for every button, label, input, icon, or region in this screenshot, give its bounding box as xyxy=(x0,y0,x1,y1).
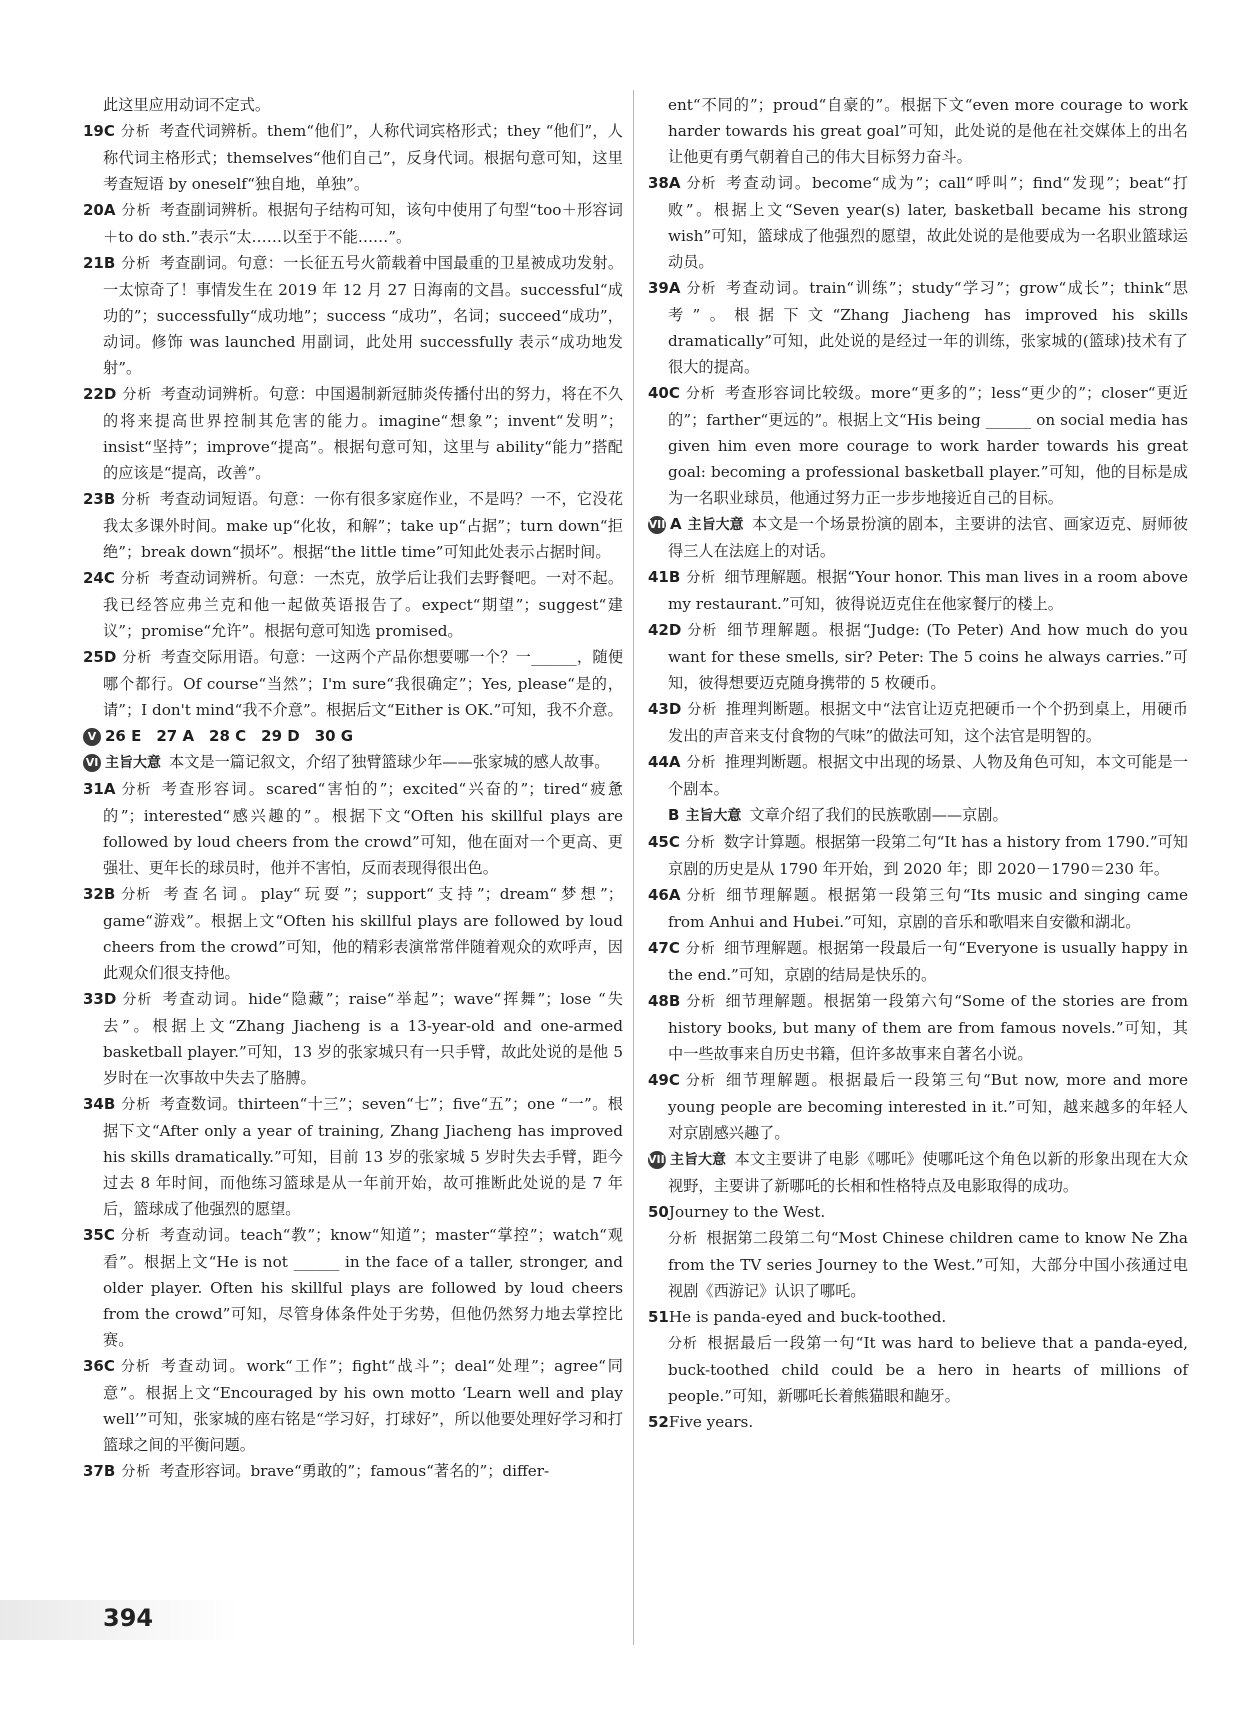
analysis-tag: 分析 xyxy=(686,281,717,297)
answer-item xyxy=(648,564,1188,617)
explanation-text: 考查动词辨析。句意：中国遏制新冠肺炎传播付出的努力，将在不久的将来提高世界控制其危害的能力。imagine“想象”；invent“发明”；insist“坚持”；improve“提高”。根据句意可知，这里与 ability“能力”搭配的应该是“提高，改善”。 xyxy=(103,385,623,482)
answer-item xyxy=(648,1199,1188,1225)
answer-item xyxy=(648,829,1188,882)
answer-item xyxy=(83,1353,623,1458)
question-number: 41 xyxy=(648,568,669,586)
question-number: 19 xyxy=(83,122,104,140)
answer-letter: B xyxy=(103,885,116,903)
explanation-text: 考查动词。teach“教”；know“知道”；master“掌控”；watch“观看”。根据上文“He is not ______ in the face of a taller, stronger, and older player. Often his skillful plays are followed by loud cheers from the crowd”可知，尽管身体条件处于劣势，但他仍然努力地去掌控比赛。 xyxy=(103,1226,623,1349)
answer-letter: B xyxy=(668,992,681,1010)
explanation-text: 考查交际用语。句意：一这两个产品你想要哪一个？一______，随便哪个都行。Of course“当然”；I'm sure“我很确定”；Yes, please“是的，请”；I don't mind“我不介意”。根据后文“Either is OK.”可知，我不介意。 xyxy=(103,648,623,719)
answer-letter: A xyxy=(103,201,116,219)
question-number: 25 xyxy=(83,648,104,666)
main-idea-tag: 主旨大意 xyxy=(685,808,742,824)
question-number: 52 xyxy=(648,1413,669,1431)
answer-text: Five years. xyxy=(668,1413,754,1431)
answer-item xyxy=(83,1091,623,1222)
answer-item xyxy=(668,1225,1188,1304)
answer-item xyxy=(648,882,1188,935)
question-number: 37 xyxy=(83,1462,104,1480)
answer-letter: C xyxy=(103,569,115,587)
answer-letter: C xyxy=(668,384,680,402)
answer-item xyxy=(83,644,623,723)
analysis-tag: 分析 xyxy=(685,386,716,402)
left-column xyxy=(83,92,623,1485)
answer-item xyxy=(648,1067,1188,1146)
answer-item xyxy=(83,486,623,565)
answer-letter: B xyxy=(103,1462,116,1480)
analysis-tag: 分析 xyxy=(121,1464,152,1480)
answer-item xyxy=(648,275,1188,380)
question-number: 42 xyxy=(648,621,669,639)
explanation-text: 考查名词。play“玩耍”；support“支持”；dream“梦想”；game“游戏”。根据上文“Often his skillful plays are followed by loud cheers from the crowd”可知，他的精彩表演常常伴随着观众的欢呼声，因此观众们很支持他。 xyxy=(103,885,623,982)
question-number: 22 xyxy=(83,385,104,403)
explanation-text: 本文是一篇记叙文，介绍了独臂篮球少年——张家城的感人故事。 xyxy=(169,753,610,771)
answer-item xyxy=(648,1304,1188,1330)
explanation-text: 细节理解题。根据第一段最后一句“Everyone is usually happy in the end.”可知，京剧的结局是快乐的。 xyxy=(668,939,1188,984)
explanation-text: 根据第二段第二句“Most Chinese children came to know Ne Zha from the TV series Journey to the West.”可知，大部分中国小孩通过电视剧《西游记》认识了哪吒。 xyxy=(668,1229,1188,1300)
answer-item xyxy=(648,988,1188,1067)
explanation-text: 本文主要讲了电影《哪吒》使哪吒这个角色以新的形象出现在大众视野，主要讲了新哪吒的长相和性格特点及电影取得的成功。 xyxy=(668,1150,1188,1195)
analysis-tag: 分析 xyxy=(686,755,717,771)
answer-text: Journey to the West. xyxy=(668,1203,826,1221)
analysis-tag: 分析 xyxy=(120,571,151,587)
answer-letter: D xyxy=(668,700,682,718)
answer-item xyxy=(83,986,623,1091)
analysis-tag: 分析 xyxy=(686,570,717,586)
section-badge: VII xyxy=(648,516,666,534)
analysis-tag: 分析 xyxy=(686,994,717,1010)
explanation-text: 考查代词辨析。them“他们”，人称代词宾格形式；they “他们”，人称代词主格形式；themselves“他们自己”，反身代词。根据句意可知，这里考查短语 by oneself“独自地，单独”。 xyxy=(103,122,623,193)
question-number: 39 xyxy=(648,279,669,297)
analysis-tag: 分析 xyxy=(685,835,716,851)
column-divider xyxy=(633,90,634,1645)
answer-letter: A xyxy=(668,174,681,192)
answer-item xyxy=(83,565,623,644)
answer-item xyxy=(103,92,623,118)
question-number: 31 xyxy=(83,780,104,798)
explanation-text: 考查动词短语。句意：一你有很多家庭作业，不是吗？一不，它没花我太多课外时间。make up“化妆，和解”；take up“占据”；turn down“拒绝”；break down“损坏”。根据“the little time”可知此处表示占据时间。 xyxy=(103,490,623,561)
question-number: 45 xyxy=(648,833,669,851)
explanation-text: 细节理解题。根据第一段第六句“Some of the stories are from history books, but many of them are from famous novels.”可知，其中一些故事来自历史书籍，但许多故事来自著名小说。 xyxy=(668,992,1188,1063)
question-number: 49 xyxy=(648,1071,669,1089)
explanation-text: 推理判断题。根据文中出现的场景、人物及角色可知，本文可能是一个剧本。 xyxy=(668,753,1188,798)
explanation-text: ent“不同的”；proud“自豪的”。根据下文“even more courage to work harder towards his great goal”可知，此处说的是他在社交媒体上的出名让他更有勇气朝着自己的伟大目标努力奋斗。 xyxy=(668,96,1188,166)
answer-item xyxy=(648,511,1188,564)
analysis-tag: 分析 xyxy=(120,124,151,140)
answer-letter: D xyxy=(103,990,117,1008)
section-badge: VIII xyxy=(648,1151,666,1169)
answer-letter: D xyxy=(103,648,117,666)
answer-item xyxy=(668,1330,1188,1409)
page-number: 394 xyxy=(103,1604,154,1632)
answer-letter: C xyxy=(668,833,680,851)
answer-item xyxy=(648,170,1188,275)
explanation-text: 考查数词。thirteen“十三”；seven“七”；five“五”；one “一”。根据下文“After only a year of training, Zhang Jiacheng has improved his skills dramatically.”可知，目前 13 岁的张家城 5 岁时失去手臂，距今过去 8 年时间，而他练习篮球是从一年前开始，故可推断此处说的是 7 年后，篮球成了他强烈的愿望。 xyxy=(103,1095,623,1218)
analysis-tag: 分析 xyxy=(120,1359,151,1375)
section-badge: V xyxy=(83,728,101,746)
section-badge: VI xyxy=(83,754,101,772)
answer-letter: B xyxy=(103,490,116,508)
analysis-tag: 分析 xyxy=(121,887,152,903)
analysis-tag: 分析 xyxy=(121,492,152,508)
answer-item xyxy=(668,92,1188,170)
analysis-tag: 分析 xyxy=(122,387,153,403)
passage-letter: A xyxy=(670,515,682,533)
explanation-text: 考查动词。become“成为”；call“呼叫”；find“发现”；beat“打败”。根据上文“Seven year(s) later, basketball became his strong wish”可知，篮球成了他强烈的愿望，故此处说的是他要成为一名职业篮球运动员。 xyxy=(668,174,1188,271)
answer-item xyxy=(83,881,623,986)
analysis-tag: 分析 xyxy=(686,176,717,192)
answer-letter: A xyxy=(668,886,681,904)
analysis-tag: 分析 xyxy=(685,941,716,957)
answer-letter: A xyxy=(103,780,116,798)
explanation-text: 本文是一个场景扮演的剧本，主要讲的法官、画家迈克、厨师彼得三人在法庭上的对话。 xyxy=(668,515,1188,560)
explanation-text: 考查形容词。scared“害怕的”；excited“兴奋的”；tired“疲惫的”；interested“感兴趣的”。根据下文“Often his skillful plays are followed by loud cheers from the crowd”可知，他在面对一个更高、更强壮、更年长的球员时，他并不害怕，反而表现得很出色。 xyxy=(103,780,623,877)
answer-item xyxy=(87,723,623,749)
analysis-tag: 分析 xyxy=(121,1097,152,1113)
question-number: 34 xyxy=(83,1095,104,1113)
question-number: 51 xyxy=(648,1308,669,1326)
explanation-text: 细节理解题。根据“Judge: (To Peter) And how much do you want for these smells, sir? Peter: The 5 coins he always carries.”可知，彼得想要迈克随身携带的 5 枚硬币。 xyxy=(668,621,1188,692)
answer-letter: C xyxy=(668,1071,680,1089)
main-idea-tag: 主旨大意 xyxy=(687,517,744,533)
explanation-text: 考查形容词比较级。more“更多的”；less“更少的”；closer“更近的”；farther“更远的”。根据上文“His being ______ on social media has given him even more courage to work harder towards his great goal: becoming a professional basketball player.”可知，他的目标是成为一名职业球员，他通过努力正一步步地接近自己的目标。 xyxy=(668,384,1188,507)
answer-item xyxy=(648,749,1188,802)
analysis-tag: 分析 xyxy=(686,888,717,904)
main-idea-tag: 主旨大意 xyxy=(670,1152,726,1168)
answer-item xyxy=(83,1458,623,1485)
analysis-tag: 分析 xyxy=(685,1073,716,1089)
answer-item xyxy=(648,696,1188,749)
answers-line: 26 E 27 A 28 C 29 D 30 G xyxy=(105,727,354,745)
answer-item xyxy=(648,1146,1188,1199)
explanation-text: 考查形容词。brave“勇敢的”；famous“著名的”；differ- xyxy=(159,1462,550,1480)
answer-letter: B xyxy=(103,254,116,272)
answer-item xyxy=(83,776,623,881)
answer-item xyxy=(648,935,1188,988)
passage-letter: B xyxy=(668,806,680,824)
explanation-text: 此这里应用动词不定式。 xyxy=(103,96,271,114)
analysis-tag: 分析 xyxy=(121,256,152,272)
question-number: 46 xyxy=(648,886,669,904)
explanation-text: 考查动词。train“训练”；study“学习”；grow“成长”；think“思考”。根据下文“Zhang Jiacheng has improved his skills dramatically”可知，此处说的是经过一年的训练，张家城的(篮球)技术有了很大的提高。 xyxy=(668,279,1188,376)
explanation-text: 细节理解题。根据第一段第三句“Its music and singing came from Anhui and Hubei.”可知，京剧的音乐和歌唱来自安徽和湖北。 xyxy=(668,886,1188,931)
analysis-tag: 分析 xyxy=(668,1231,698,1247)
answer-item xyxy=(648,617,1188,696)
explanation-text: 考查副词辨析。根据句子结构可知，该句中使用了句型“too＋形容词＋to do sth.”表示“太……以至于不能……”。 xyxy=(103,201,623,246)
analysis-tag: 分析 xyxy=(687,702,718,718)
answer-item xyxy=(83,250,623,381)
question-number: 33 xyxy=(83,990,104,1008)
answer-letter: D xyxy=(103,385,117,403)
answer-item xyxy=(83,118,623,197)
explanation-text: 考查动词辨析。句意：一杰克，放学后让我们去野餐吧。一对不起。我已经答应弗兰克和他一起做英语报告了。expect“期望”；suggest“建议”；promise“允许”。根据句意可知选 promised。 xyxy=(103,569,623,640)
question-number: 21 xyxy=(83,254,104,272)
question-number: 24 xyxy=(83,569,104,587)
answer-letter: C xyxy=(103,1226,115,1244)
question-number: 43 xyxy=(648,700,669,718)
answer-item xyxy=(83,381,623,486)
analysis-tag: 分析 xyxy=(687,623,718,639)
explanation-text: 数字计算题。根据第一段第二句“It has a history from 1790.”可知京剧的历史是从 1790 年开始，到 2020 年；即 2020－1790＝230 年。 xyxy=(668,833,1188,878)
question-number: 20 xyxy=(83,201,104,219)
analysis-tag: 分析 xyxy=(120,1228,151,1244)
explanation-text: 考查动词。work“工作”；fight“战斗”；deal“处理”；agree“同意”。根据上文“Encouraged by his own motto ‘Learn well and play well’”可知，张家城的座右铭是“学习好，打球好”，所以他要处理好学习和打篮球之间的平衡问题。 xyxy=(103,1357,623,1454)
question-number: 23 xyxy=(83,490,104,508)
answer-item xyxy=(668,802,1188,829)
question-number: 38 xyxy=(648,174,669,192)
answer-item xyxy=(85,749,623,776)
question-number: 32 xyxy=(83,885,104,903)
answer-letter: D xyxy=(668,621,682,639)
answer-text: He is panda-eyed and buck-toothed. xyxy=(668,1308,947,1326)
question-number: 44 xyxy=(648,753,669,771)
answer-letter: A xyxy=(668,753,681,771)
answer-letter: A xyxy=(668,279,681,297)
answer-letter: C xyxy=(668,939,680,957)
question-number: 35 xyxy=(83,1226,104,1244)
answer-item xyxy=(648,380,1188,511)
explanation-text: 考查副词。句意：一长征五号火箭载着中国最重的卫星被成功发射。一太惊奇了！事情发生在 2019 年 12 月 27 日海南的文昌。successful“成功的”；successfully“成功地”；success “成功”，名词；succeed“成功”，动词。修饰 was launched 用副词，此处用 successfully 表示“成功地发射”。 xyxy=(103,254,623,377)
analysis-tag: 分析 xyxy=(668,1336,698,1352)
explanation-text: 细节理解题。根据最后一段第三句“But now, more and more young people are becoming interested in it.”可知，越来越多的年轻人对京剧感兴趣了。 xyxy=(668,1071,1188,1142)
answer-item xyxy=(83,197,623,250)
answer-item xyxy=(648,1409,1188,1435)
explanation-text: 根据最后一段第一句“It was hard to believe that a panda-eyed, buck-toothed child could be a hero in hearts of millions of people.”可知，新哪吒长着熊猫眼和龅牙。 xyxy=(668,1334,1188,1405)
analysis-tag: 分析 xyxy=(122,992,153,1008)
explanation-text: 文章介绍了我们的民族歌剧——京剧。 xyxy=(749,806,1008,824)
answer-letter: C xyxy=(103,1357,115,1375)
answer-letter: C xyxy=(103,122,115,140)
question-number: 48 xyxy=(648,992,669,1010)
analysis-tag: 分析 xyxy=(121,782,152,798)
explanation-text: 推理判断题。根据文中“法官让迈克把硬币一个个扔到桌上，用硬币发出的声音来支付食物的气味”的做法可知，这个法官是明智的。 xyxy=(668,700,1188,745)
right-column xyxy=(648,92,1188,1435)
answer-item xyxy=(83,1222,623,1353)
answer-letter: B xyxy=(103,1095,116,1113)
question-number: 36 xyxy=(83,1357,104,1375)
analysis-tag: 分析 xyxy=(122,650,153,666)
analysis-tag: 分析 xyxy=(121,203,152,219)
explanation-text: 细节理解题。根据“Your honor. This man lives in a room above my restaurant.”可知，彼得说迈克住在他家餐厅的楼上。 xyxy=(668,568,1188,613)
answer-letter: B xyxy=(668,568,681,586)
question-number: 40 xyxy=(648,384,669,402)
explanation-text: 考查动词。hide“隐藏”；raise“举起”；wave“挥舞”；lose “失去”。根据上文“Zhang Jiacheng is a 13-year-old and one-armed basketball player.”可知，13 岁的张家城只有一只手臂，故此处说的是他 5 岁时在一次事故中失去了胳膊。 xyxy=(103,990,623,1087)
main-idea-tag: 主旨大意 xyxy=(105,755,161,771)
question-number: 50 xyxy=(648,1203,669,1221)
question-number: 47 xyxy=(648,939,669,957)
